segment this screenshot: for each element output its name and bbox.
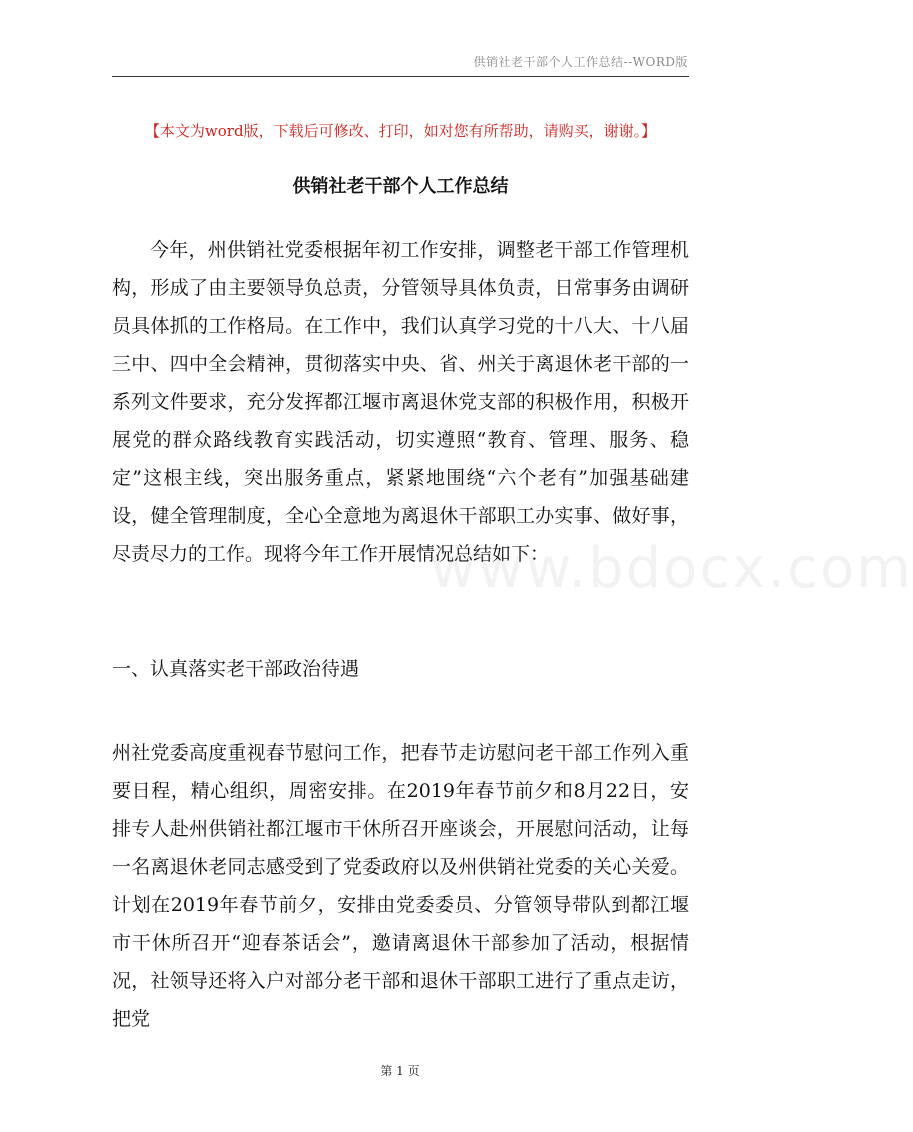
body-paragraph-intro: 今年，州供销社党委根据年初工作安排，调整老干部工作管理机构，形成了由主要领导负总责，分管领导具体负责，日常事务由调研员具体抓的工作格局。在工作中，我们认真学习党的十八大、十八届三中、四中全会精神，贯彻落实中央、省、州关于离退休老干部的一系列文件要求，充分发挥都江堰市离退休党支部的积极作用，积极开展党的群众路线教育实践活动，切实遵照“教育、管理、服务、稳定”这根主线，突出服务重点，紧紧地围绕“六个老有”加强基础建设，健全管理制度，全心全意地为离退休干部职工办实事、做好事，尽责尽力的工作。现将今年工作开展情况总结如下： [112,239,689,565]
page-number: 第 1 页 [380,1064,420,1078]
document-title: 供销社老干部个人工作总结 [292,176,509,197]
purchase-notice: 【本文为word版，下载后可修改、打印，如对您有所帮助，请购买，谢谢。】 [144,122,657,140]
header-divider [112,76,689,77]
watermark: www.bdocx.com [430,536,913,601]
section-heading-1: 一、认真落实老干部政治待遇 [112,658,360,680]
running-header: 供销社老干部个人工作总结--WORD版 [473,55,688,69]
body-paragraph-section-1: 州社党委高度重视春节慰问工作，把春节走访慰问老干部工作列入重要日程，精心组织，周密安排。在2019年春节前夕和8月22日，安排专人赴州供销社都江堰市干休所召开座谈会，开展慰问活动，让每一名离退休老同志感受到了党委政府以及州供销社党委的关心关爱。计划在2019年春节前夕，安排由党委委员、分管领导带队到都江堰市干休所召开“迎春茶话会”，邀请离退休干部参加了活动，根据情况，社领导还将入户对部分老干部和退休干部职工进行了重点走访，把党 [112,742,689,1030]
